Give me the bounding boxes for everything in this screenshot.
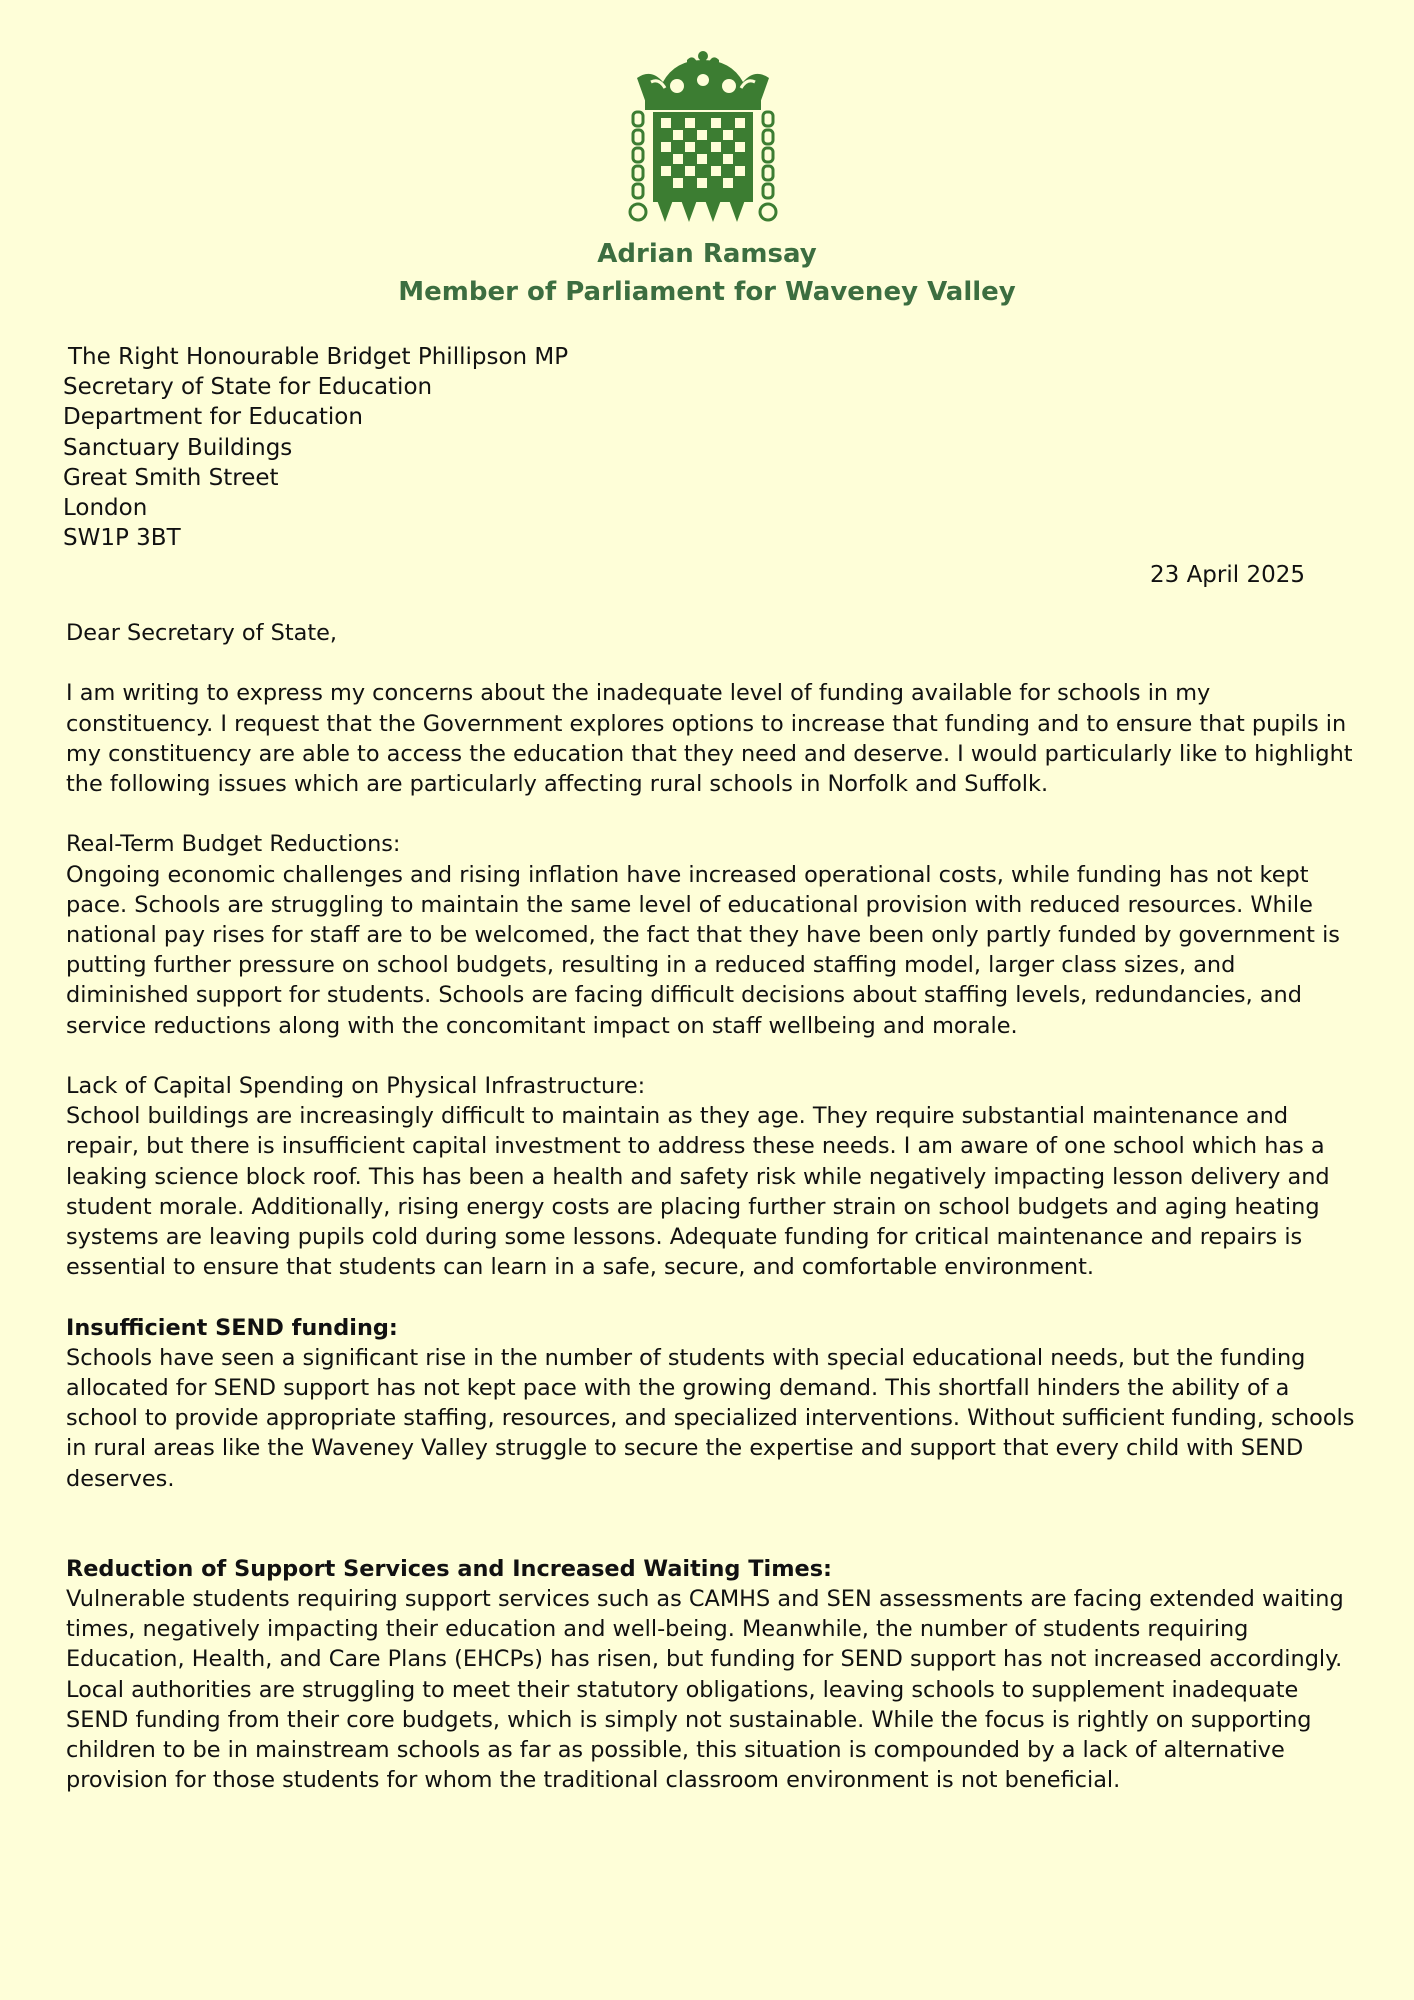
section-text: Vulnerable students requiring support services such as CAMHS and SEN assessments are facing extended waiting times, negatively impacting their education and well-being. Meanwhile, the number of students requiring Education, Health, and Care Plans (EHCPs) has risen, but funding for SEND support has not increased accordingly. Local authorities are struggling to meet their statutory obligations, leaving schools to supplement inadequate SEND funding from their core budgets, which is simply not sustainable. While the focus is rightly on supporting children to be in mainstream schools as far as possible, this situation is compounded by a lack of alternative provision for those students for whom the traditional classroom environment is not beneficial.	[66, 1586, 1344, 1794]
recipient-line: London	[63, 495, 148, 522]
section-heading: Insufficient SEND funding:	[66, 1314, 398, 1341]
portcullis-crest-icon	[627, 50, 779, 236]
recipient-line: The Right Honourable Bridget Phillipson MP	[68, 344, 569, 370]
section-heading: Reduction of Support Services and Increased Waiting Times:	[66, 1555, 832, 1582]
mp-name: Adrian Ramsay	[597, 239, 817, 269]
recipient-line: Secretary of State for Education	[63, 374, 433, 401]
recipient-address	[63, 342, 568, 553]
section-text: School buildings are increasingly difficult to maintain as they age. They require substantial maintenance and repair, but there is insufficient capital investment to address these needs. I am aware of one school which has a leaking science block roof. This has been a health and safety risk while negatively impacting lesson delivery and student morale. Additionally, rising energy costs are placing further strain on school budgets and aging heating systems are leaving pupils cold during some lessons. Adequate funding for critical maintenance and repairs is essential to ensure that students can learn in a safe, secure, and comfortable environment.	[66, 1103, 1330, 1281]
recipient-line: Sanctuary Buildings	[63, 434, 293, 461]
section-heading: Real-Term Budget Reductions:	[66, 831, 401, 858]
intro-paragraph: I am writing to express my concerns about the inadequate level of funding available for schools in my constituency. I request that the Government explores options to increase that funding and to ensure that pupils in my constituency are able to access the education that they need and deserve. I would particularly like to highlight the following issues which are particularly affecting rural schools in Norfolk and Suffolk.	[66, 680, 1353, 797]
mp-role: Member of Parliament for Waveney Valley	[398, 277, 1016, 307]
section-text: Schools have seen a significant rise in the number of students with special educational needs, but the funding allocated for SEND support has not kept pace with the growing demand. This shortfall hinders the ability of a school to provide appropriate staffing, resources, and specialized interventions. Without sufficient funding, schools in rural areas like the Waveney Valley struggle to secure the expertise and support that every child with SEND deserves.	[66, 1344, 1355, 1492]
recipient-line: Great Smith Street	[63, 464, 279, 491]
letter-date: 23 April 2025	[1150, 562, 1305, 588]
section-heading: Lack of Capital Spending on Physical Infrastructure:	[66, 1073, 646, 1099]
recipient-line: SW1P 3BT	[63, 525, 181, 552]
recipient-line: Department for Education	[63, 404, 363, 431]
section-text: Ongoing economic challenges and rising inflation have increased operational costs, while funding has not kept pace. Schools are struggling to maintain the same level of educational provision with reduced resources. While national pay rises for staff are to be welcomed, the fact that they have been only partly funded by government is putting further pressure on school budgets, resulting in a reduced staffing model, larger class sizes, and diminished support for students. Schools are facing difficult decisions about staffing levels, redundancies, and service reductions along with the concomitant impact on staff wellbeing and morale.	[66, 861, 1340, 1039]
letter-body	[66, 618, 1356, 1795]
salutation: Dear Secretary of State,	[66, 620, 338, 646]
letterhead	[0, 236, 1414, 310]
